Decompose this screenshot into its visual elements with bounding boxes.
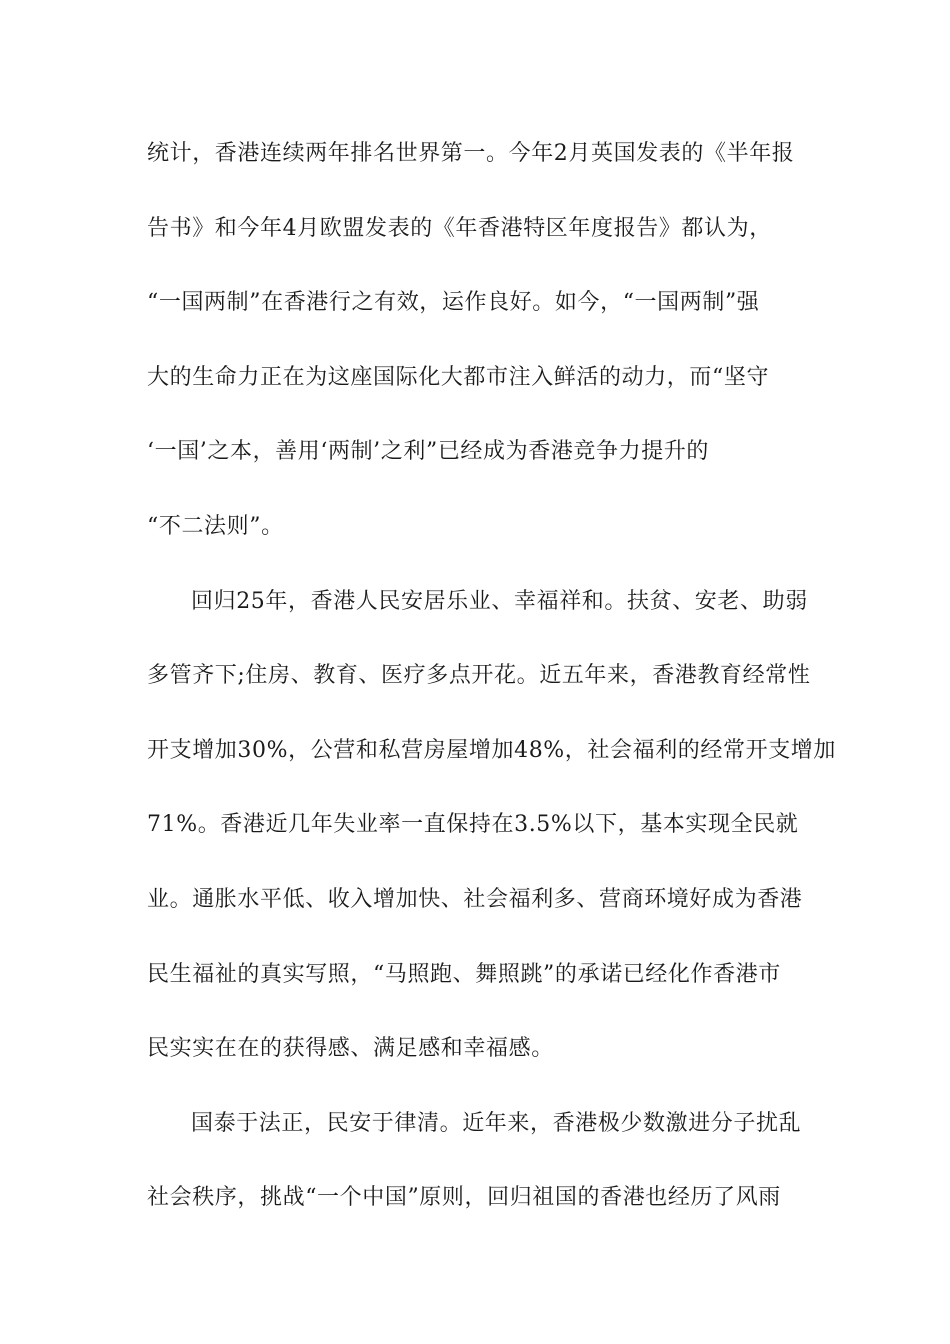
- text-line: 告书》和今年4月欧盟发表的《年香港特区年度报告》都认为，: [147, 215, 772, 241]
- text-line: 民生福祉的真实写照，“马照跑、舞照跳”的承诺已经化作香港市: [147, 961, 781, 987]
- text-line: 统计，香港连续两年排名世界第一。今年2月英国发表的《半年报: [147, 141, 795, 166]
- text-line: 业。通胀水平低、收入增加快、社会福利多、营商环境好成为香港: [147, 886, 803, 912]
- text-line: 大的生命力正在为这座国际化大都市注入鲜活的动力，而“坚守: [147, 364, 770, 390]
- body-text: [147, 128, 836, 1247]
- text-line: 社会秩序，挑战“一个中国”原则，回归祖国的香港也经历了风雨: [147, 1185, 781, 1211]
- paragraph-first-line: 回归25年，香港人民安居乐业、幸福祥和。扶贫、安老、助弱: [191, 588, 808, 614]
- text-line: “不二法则”。: [147, 513, 284, 539]
- paragraph-first-line: 国泰于法正，民安于律清。近年来，香港极少数激进分子扰乱: [191, 1110, 802, 1136]
- text-line: 多管齐下;住房、教育、医疗多点开花。近五年来，香港教育经常性: [147, 663, 811, 689]
- text-line: “一国两制”在香港行之有效，运作良好。如今，“一国两制”强: [147, 290, 760, 316]
- text-line: 开支增加30%，公营和私营房屋增加48%，社会福利的经常开支增加: [147, 737, 836, 763]
- text-line: 71%。香港近几年失业率一直保持在3.5%以下，基本实现全民就: [147, 812, 799, 838]
- text-line: 民实实在在的获得感、满足感和幸福感。: [147, 1036, 554, 1062]
- text-line: ‘一国’之本，善用‘两制’之利”已经成为香港竞争力提升的: [147, 439, 710, 465]
